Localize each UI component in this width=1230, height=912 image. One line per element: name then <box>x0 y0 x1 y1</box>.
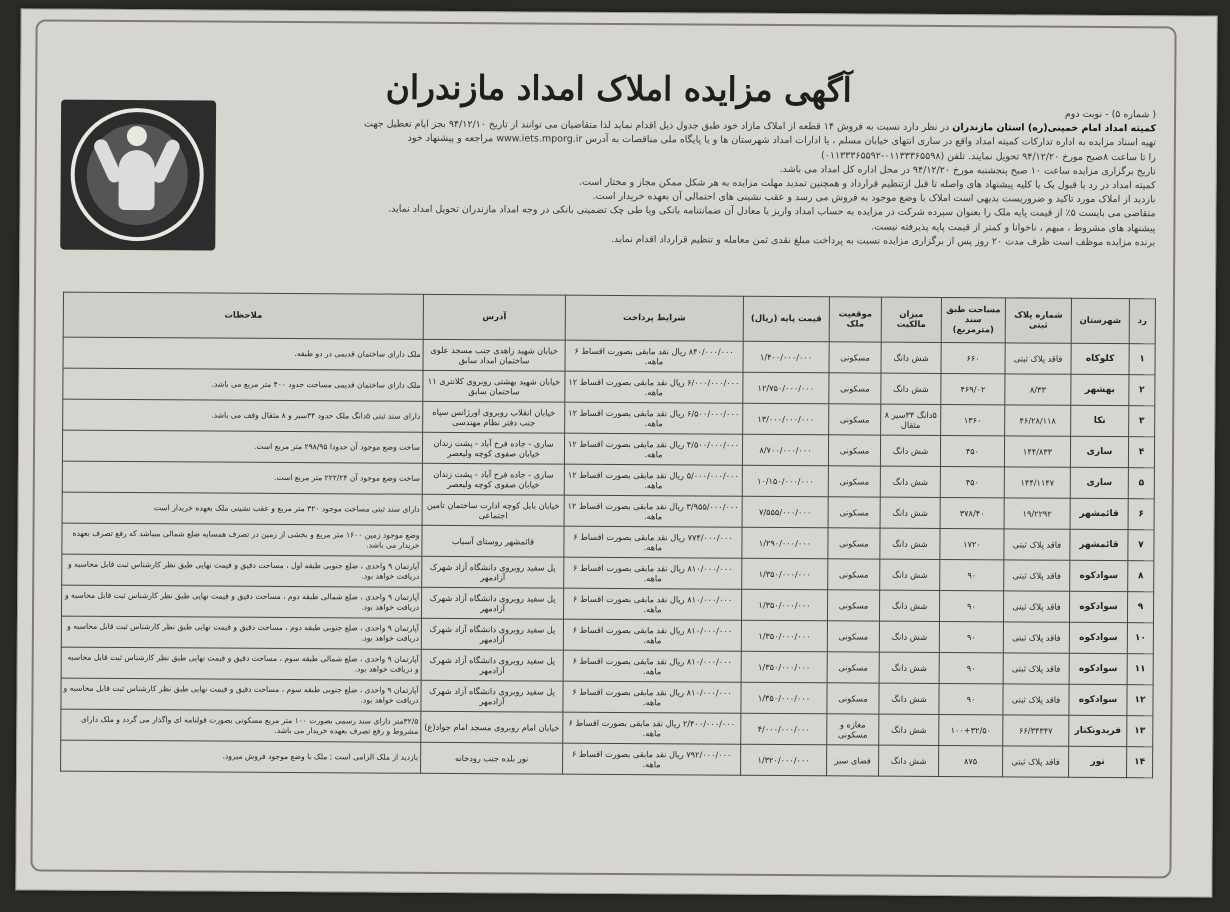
address-cell: قائمشهر روستای آسیاب <box>422 525 564 557</box>
ownership-cell: شش دانگ <box>879 652 939 683</box>
row-number: ۱۱ <box>1127 654 1153 685</box>
column-header: شرایط پرداخت <box>565 295 743 341</box>
address-cell: خیابان شهید بهشتی روبروی کلانتری ۱۱ ساختمان سابق <box>423 370 565 402</box>
plate-number-cell: فاقد پلاک ثبتی <box>1004 529 1070 560</box>
city-cell: قائمشهر <box>1070 529 1128 560</box>
column-header: رد <box>1129 299 1155 344</box>
notes-cell: آپارتمان ۹ واحدی ، ضلع شمالی طبقه سوم ، مساحت دقیق و قیمت نهایی طبق نظر کارشناس ثبت قابل محاسبه و دریافت خواهد بود. <box>61 647 421 680</box>
property-type-cell: مسکونی <box>829 373 881 404</box>
area-cell: ۹۰ <box>940 559 1004 590</box>
payment-terms-cell: ۸۴۰/۰۰۰/۰۰۰ ریال نقد مابقی بصورت اقساط ۶ ماهه. <box>565 340 743 372</box>
plate-number-cell: فاقد پلاک ثبتی <box>1003 684 1069 715</box>
imam-khomeini-relief-committee-logo-icon <box>60 100 216 251</box>
area-cell: ۴۵۰ <box>940 466 1004 497</box>
property-type-cell: مسکونی <box>827 590 879 621</box>
notes-cell: آپارتمان ۹ واحدی ، ضلع جنوبی طبقه دوم ، مساحت دقیق و قیمت نهایی طبق نظر کارشناس ثبت قابل محاسبه و دریافت خواهد بود. <box>61 616 421 649</box>
ownership-cell: شش دانگ <box>879 590 939 621</box>
address-cell: خیابان بابل کوچه ادارت ساختمان تامین اجتماعی <box>422 494 564 526</box>
column-header: ملاحظات <box>63 292 423 339</box>
row-number: ۱۳ <box>1127 716 1153 747</box>
base-price-cell: ۱/۳۵۰/۰۰۰/۰۰۰ <box>741 620 827 652</box>
table-row <box>61 740 1153 778</box>
address-cell: پل سفید روبروی دانشگاه آزاد شهرک آزادمهر <box>421 680 563 712</box>
city-cell: کلوکاه <box>1071 343 1129 374</box>
plate-number-cell: ۱۹/۲۲۹۲ <box>1004 498 1070 529</box>
column-header: مساحت طبق سند (مترمربع) <box>941 297 1005 342</box>
intro-line: برنده مزایده موظف است ظرف مدت ۲۰ روز پس از برگزاری مزایده نسبت به پرداخت مبلغ نقدی ثمن معامله و تنظیم قرارداد اقدام نماید. <box>611 233 1156 249</box>
city-cell: سوادکوه <box>1069 684 1127 715</box>
column-header: شهرستان <box>1071 298 1129 343</box>
base-price-cell: ۱/۳۵۰/۰۰۰/۰۰۰ <box>741 682 827 714</box>
ownership-cell: شش دانگ <box>880 497 940 528</box>
address-cell: نور بلده جنب رودخانه <box>421 742 563 774</box>
intro-line: بازدید از املاک مورد تاکید و ضروریست بدیهی است املاک با وضع موجود به فروش می رسد و عقب نشینی های احتمالی آن بعهده خریدار است. <box>592 191 1156 206</box>
notice-paper <box>15 8 1217 897</box>
city-cell: سوادکوه <box>1070 560 1128 591</box>
address-cell: پل سفید روبروی دانشگاه آزاد شهرک آزادمهر <box>421 587 563 619</box>
notes-cell: آپارتمان ۹ واحدی ، ضلع جنوبی طبقه سوم ، مساحت دقیق و قیمت نهایی طبق نظر کارشناس ثبت قابل محاسبه و دریافت خواهد بود. <box>61 678 421 711</box>
area-cell: ۴۶۹/۰۲ <box>941 373 1005 404</box>
row-number: ۱۲ <box>1127 685 1153 716</box>
address-cell: پل سفید روبروی دانشگاه آزاد شهرک آزادمهر <box>422 556 564 588</box>
area-cell: ۴۵۰ <box>940 435 1004 466</box>
property-type-cell: مسکونی <box>828 497 880 528</box>
intro-line: متقاضی می بایست ۵٪ از قیمت پایه ملک را بعنوان سپرده شرکت در مزایده به حساب امداد واریز یا معادل آن ضمانتنامه بانکی ویا طی چک تضمینی بانکی در وجه امداد مازندران تحویل امداد نماید. <box>388 204 1156 220</box>
notes-cell: آپارتمان ۹ واحدی ، ضلع جنوبی طبقه اول ، مساحت دقیق و قیمت نهایی طبق نظر کارشناس ثبت قابل محاسبه و دریافت خواهد بود. <box>62 554 422 587</box>
area-cell: ۶۶۰ <box>941 342 1005 373</box>
column-header: شماره پلاک ثبتی <box>1005 298 1071 343</box>
row-number: ۲ <box>1129 375 1155 406</box>
plate-number-cell: ۸/۳۳ <box>1005 374 1071 405</box>
property-type-cell: مسکونی <box>828 559 880 590</box>
plate-number-cell: فاقد پلاک ثبتی <box>1003 622 1069 653</box>
row-number: ۱ <box>1129 344 1155 375</box>
row-number: ۷ <box>1128 530 1154 561</box>
plate-number-cell: فاقد پلاک ثبتی <box>1003 653 1069 684</box>
area-cell: ۱۳۶۰ <box>941 404 1005 435</box>
base-price-cell: ۷/۵۵۵/۰۰۰/۰۰۰ <box>742 496 828 528</box>
base-price-cell: ۱۲/۷۵۰/۰۰۰/۰۰۰ <box>743 372 829 404</box>
base-price-cell: ۱/۳۲۰/۰۰۰/۰۰۰ <box>741 744 827 776</box>
column-header: موقعیت ملک <box>829 297 881 342</box>
notes-cell: ۳۲/۵متر دارای سند رسمی بصورت ۱۰۰ متر مربع مسکونی بصورت قولنامه ای واگذار می گردد و ملک دارای مشروط و رفع تصرف بعهده خریدار می باشد. <box>61 709 421 742</box>
notes-cell: ساخت وضع موجود آن حدودا ۲۹۸/۹۵ متر مربع است. <box>62 430 422 463</box>
city-cell: نور <box>1069 746 1127 777</box>
base-price-cell: ۱۰/۱۵۰/۰۰۰/۰۰۰ <box>742 465 828 497</box>
property-type-cell: مغازه و مسکونی <box>827 714 879 745</box>
area-cell: ۹۰ <box>939 652 1003 683</box>
notes-cell: آپارتمان ۹ واحدی ، ضلع شمالی طبقه دوم ، مساحت دقیق و قیمت نهایی طبق نظر کارشناس ثبت قابل محاسبه و دریافت خواهد بود. <box>61 585 421 618</box>
column-header: آدرس <box>423 294 565 340</box>
plate-number-cell: ۱۴۴/۱۱۴۷ <box>1004 467 1070 498</box>
table-header-row <box>63 292 1155 344</box>
intro-line: پیشنهاد های مشروط ، مبهم ، ناخوانا و کمتر از قیمت پایه پذیرفته نیست. <box>871 221 1156 234</box>
city-cell: نکا <box>1071 405 1129 436</box>
ownership-cell: ۵دانگ ۳۴سیر ۸ مثقال <box>881 404 941 435</box>
plate-number-cell: ۱۴۴/۸۳۳ <box>1004 436 1070 467</box>
city-cell: بهشهر <box>1071 374 1129 405</box>
property-type-cell: مسکونی <box>827 652 879 683</box>
payment-terms-cell: ۸۱۰/۰۰۰/۰۰۰ ریال نقد مابقی بصورت اقساط ۶ ماهه. <box>563 619 741 651</box>
row-number: ۶ <box>1128 499 1154 530</box>
payment-terms-cell: ۳/۹۵۵/۰۰۰/۰۰۰ ریال نقد مابقی بصورت اقساط ۱۲ ماهه. <box>564 495 742 527</box>
ownership-cell: شش دانگ <box>881 342 941 373</box>
base-price-cell: ۸/۷۰۰/۰۰۰/۰۰۰ <box>742 434 828 466</box>
plate-number-cell: ۴۶/۲۸/۱۱۸ <box>1005 405 1071 436</box>
base-price-cell: ۴/۰۰۰/۰۰۰/۰۰۰ <box>741 713 827 745</box>
column-header: میزان مالکیت <box>881 297 941 342</box>
ownership-cell: شش دانگ <box>879 621 939 652</box>
notes-cell: وضع موجود زمین ۱۶۰۰ متر مربع و بخشی از زمین در تصرف همسایه ضلع شمالی میباشد که رفع تصرف بعهده خریدار می باشد. <box>62 523 422 556</box>
payment-terms-cell: ۸۱۰/۰۰۰/۰۰۰ ریال نقد مابقی بصورت اقساط ۶ ماهه. <box>564 557 742 589</box>
payment-terms-cell: ۶/۰۰۰/۰۰۰/۰۰۰ ریال نقد مابقی بصورت اقساط ۱۲ ماهه. <box>565 371 743 403</box>
intro-line-text: در نظر دارد نسبت به فروش ۱۴ قطعه از املاک مازاد خود طبق جدول ذیل اقدام نماید لذا متقاضیان می توانند از تاریخ ۹۴/۱۲/۱۰ بجز ایام تعطیل جهت <box>363 118 950 134</box>
city-cell: سوادکوه <box>1069 622 1127 653</box>
property-type-cell: فضای سبز <box>827 745 879 776</box>
property-type-cell: مسکونی <box>828 435 880 466</box>
city-cell: قائمشهر <box>1070 498 1128 529</box>
row-number: ۸ <box>1128 561 1154 592</box>
base-price-cell: ۱۳/۰۰۰/۰۰۰/۰۰۰ <box>743 403 829 435</box>
area-cell: ۹۰ <box>939 621 1003 652</box>
base-price-cell: ۱/۳۵۰/۰۰۰/۰۰۰ <box>742 558 828 590</box>
intro-line: تهیه اسناد مزایده به اداره تدارکات کمیته امداد واقع در ساری انتهای خیابان مسلم ، یا ادارات امداد شهرستان ها و یا پایگاه ملی مناقصات به آدرس www.iets.mporg.ir مراجعه و پیشنهاد خود <box>407 133 1156 149</box>
ownership-cell: شش دانگ <box>879 745 939 776</box>
address-cell: پل سفید روبروی دانشگاه آزاد شهرک آزادمهر <box>421 618 563 650</box>
area-cell: ۳۷۸/۴۰ <box>940 497 1004 528</box>
base-price-cell: ۱/۳۵۰/۰۰۰/۰۰۰ <box>741 651 827 683</box>
row-number: ۴ <box>1128 437 1154 468</box>
column-header: قیمت پایه (ریال) <box>743 296 829 342</box>
page-title: آگهی مزایده املاک امداد مازندران <box>385 67 852 110</box>
notes-cell: دارای سند ثبتی ۵دانگ ملک حدود ۳۴سیر و ۸ مثقال وقف می باشد. <box>63 399 423 432</box>
ownership-cell: شش دانگ <box>880 466 940 497</box>
plate-number-cell: فاقد پلاک ثبتی <box>1003 591 1069 622</box>
notes-cell: ملک دارای ساختمان قدیمی مساحت حدود ۴۰۰ متر مربع می باشد. <box>63 368 423 401</box>
base-price-cell: ۱/۳۵۰/۰۰۰/۰۰۰ <box>741 589 827 621</box>
ownership-cell: شش دانگ <box>881 373 941 404</box>
notes-cell: ساخت وضع موجود آن ۲۲۲/۲۴ متر مربع است. <box>62 461 422 494</box>
city-cell: ساری <box>1070 436 1128 467</box>
intro-line: را تا ساعت ۸صبح مورخ ۹۴/۱۲/۲۰ تحویل نمایند. تلفن (۰۱۱۳۳۳۶۵۵۹۸-۰۱۱۳۳۳۶۵۵۹۲) <box>821 149 1156 163</box>
intro-text <box>220 103 1156 251</box>
intro-line: تاریخ برگزاری مزایده ساعت ۱۰ صبح پنجشنبه مورخ ۹۴/۱۲/۲۰ در محل اداره کل امداد می باشد. <box>779 163 1156 178</box>
area-cell: ۹۰ <box>939 590 1003 621</box>
payment-terms-cell: ۸۱۰/۰۰۰/۰۰۰ ریال نقد مابقی بصورت اقساط ۶ ماهه. <box>563 681 741 713</box>
area-cell: ۱۷۲۰ <box>940 528 1004 559</box>
payment-terms-cell: ۸۱۰/۰۰۰/۰۰۰ ریال نقد مابقی بصورت اقساط ۶ ماهه. <box>563 588 741 620</box>
ownership-cell: شش دانگ <box>879 683 939 714</box>
row-number: ۱۰ <box>1127 623 1153 654</box>
ownership-cell: شش دانگ <box>880 528 940 559</box>
ownership-cell: شش دانگ <box>879 714 939 745</box>
base-price-cell: ۱/۲۹۰/۰۰۰/۰۰۰ <box>742 527 828 559</box>
payment-terms-cell: ۸۱۰/۰۰۰/۰۰۰ ریال نقد مابقی بصورت اقساط ۶ ماهه. <box>563 650 741 682</box>
address-cell: ساری - جاده فرح آباد - پشت زندان خیابان صفوی کوچه ولیعصر <box>422 463 564 495</box>
plate-number-cell: فاقد پلاک ثبتی <box>1003 746 1069 777</box>
base-price-cell: ۱/۴۰۰/۰۰۰/۰۰۰ <box>743 341 829 373</box>
property-type-cell: مسکونی <box>829 404 881 435</box>
city-cell: سوادکوه <box>1069 591 1127 622</box>
property-type-cell: مسکونی <box>827 683 879 714</box>
property-type-cell: مسکونی <box>827 621 879 652</box>
property-type-cell: مسکونی <box>828 466 880 497</box>
payment-terms-cell: ۷۹۲/۰۰۰/۰۰۰ ریال نقد مابقی بصورت اقساط ۶ ماهه. <box>563 743 741 775</box>
area-cell: ۱۰۰+۳۲/۵۰ <box>939 714 1003 745</box>
ownership-cell: شش دانگ <box>880 559 940 590</box>
intro-line: ( شماره ۵) - نوبت دوم <box>1064 108 1157 121</box>
notes-cell: دارای سند ثبتی مساحت موجود ۳۲۰ متر مربع و عقب نشینی ملک بعهده خریدار است <box>62 492 422 525</box>
area-cell: ۹۰ <box>939 683 1003 714</box>
city-cell: فریدونکنار <box>1069 715 1127 746</box>
row-number: ۱۴ <box>1127 747 1153 778</box>
payment-terms-cell: ۲/۴۰۰/۰۰۰/۰۰۰ ریال نقد مابقی بصورت اقساط ۶ ماهه. <box>563 712 741 744</box>
address-cell: خیابان شهید زاهدی جنب مسجد علوی ساختمان امداد سابق <box>423 339 565 371</box>
payment-terms-cell: ۷۷۴/۰۰۰/۰۰۰ ریال نقد مابقی بصورت اقساط ۶ ماهه. <box>564 526 742 558</box>
address-cell: ساری - جاده فرح آباد - پشت زندان خیابان صفوی کوچه ولیعصر <box>422 432 564 464</box>
property-type-cell: مسکونی <box>829 342 881 373</box>
property-type-cell: مسکونی <box>828 528 880 559</box>
plate-number-cell: فاقد پلاک ثبتی <box>1004 560 1070 591</box>
notes-cell: ملک دارای ساختمان قدیمی در دو طبقه. <box>63 337 423 370</box>
address-cell: خیابان امام روبروی مسجد امام جواد(ع) <box>421 711 563 743</box>
notes-cell: بازدید از ملک الزامی است ; ملک با وضع موجود فروش میرود. <box>61 740 421 773</box>
payment-terms-cell: ۵/۰۰۰/۰۰۰/۰۰۰ ریال نقد مابقی بصورت اقساط ۱۲ ماهه. <box>564 464 742 496</box>
row-number: ۵ <box>1128 468 1154 499</box>
payment-terms-cell: ۶/۵۰۰/۰۰۰/۰۰۰ ریال نقد مابقی بصورت اقساط ۱۲ ماهه. <box>565 402 743 434</box>
row-number: ۳ <box>1129 406 1155 437</box>
city-cell: سوادکوه <box>1069 653 1127 684</box>
address-cell: پل سفید روبروی دانشگاه آزاد شهرک آزادمهر <box>421 649 563 681</box>
plate-number-cell: فاقد پلاک ثبتی <box>1005 343 1071 374</box>
area-cell: ۸۷۵ <box>939 745 1003 776</box>
ownership-cell: شش دانگ <box>880 435 940 466</box>
address-cell: خیابان انقلاب روبروی اورژانس سپاه جنب دفتر نظام مهندسی <box>423 401 565 433</box>
intro-line: کمیته امداد در رد یا قبول یک یا کلیه پیشنهاد های واصله تا قبل ازتنظیم قرارداد و همچنین تمدید مهلت مزایده به هر شکل ممکن مجاز و مختار است. <box>579 176 1156 192</box>
plate-number-cell: ۶۶/۳۴۳۴۷ <box>1003 715 1069 746</box>
payment-terms-cell: ۴/۵۰۰/۰۰۰/۰۰۰ ریال نقد مابقی بصورت اقساط ۱۲ ماهه. <box>564 433 742 465</box>
organization-name: کمیته امداد امام خمینی(ره) استان مازندران <box>952 122 1157 135</box>
properties-table <box>60 292 1156 779</box>
city-cell: ساری <box>1070 467 1128 498</box>
row-number: ۹ <box>1127 592 1153 623</box>
